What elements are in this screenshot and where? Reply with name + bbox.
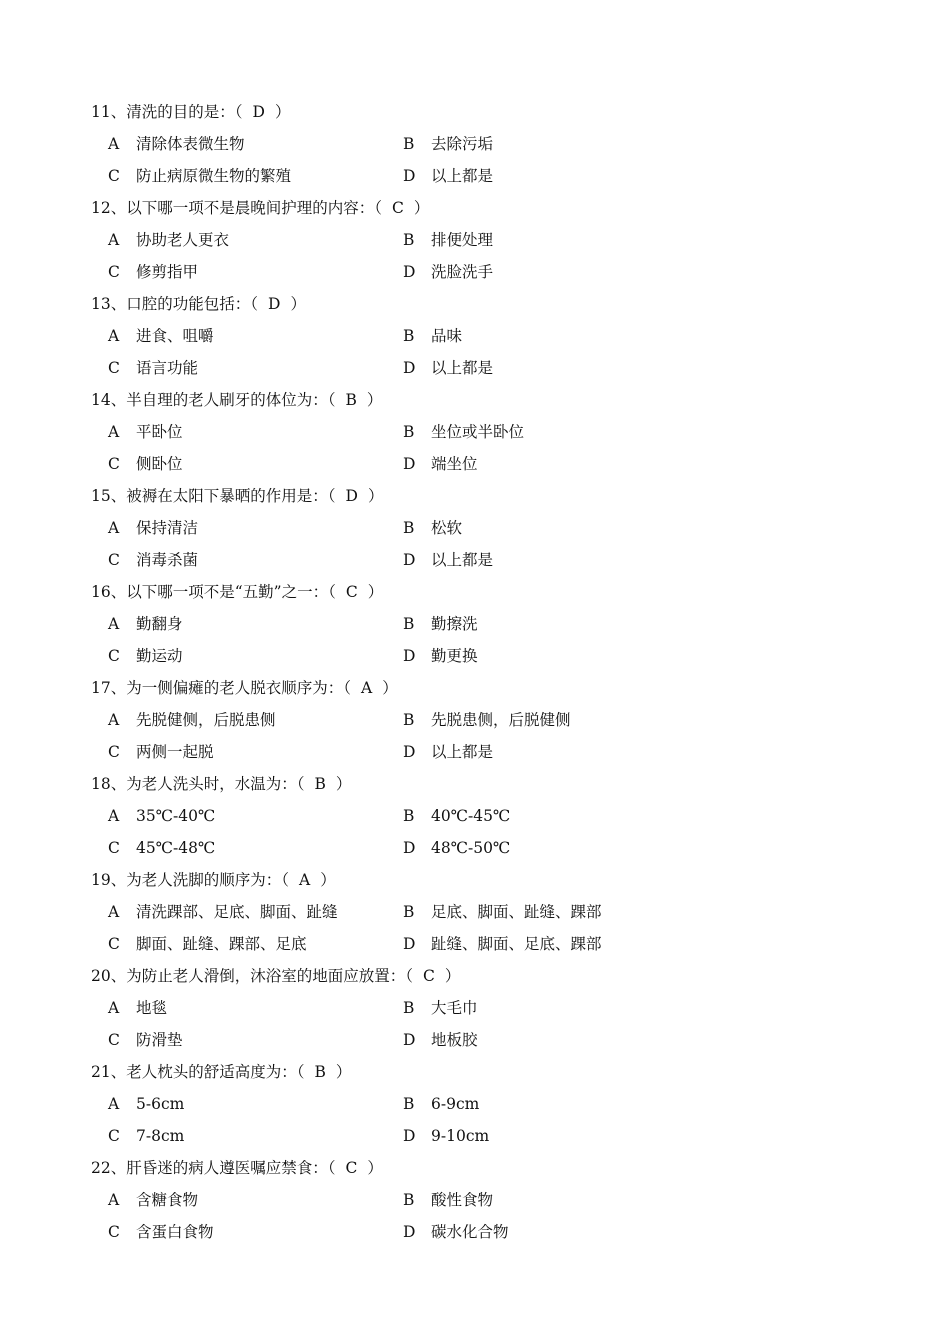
option-letter: D [403, 839, 416, 857]
option-letter: A [108, 711, 120, 729]
question-answer: D [268, 295, 281, 313]
option-letter: A [108, 423, 120, 441]
option-text: 45℃-48℃ [136, 839, 216, 857]
option-item [403, 640, 478, 672]
option-item [403, 256, 493, 288]
option-letter: D [403, 935, 416, 953]
question-number: 17、 [91, 679, 127, 697]
option-row [91, 160, 851, 192]
option-row [91, 736, 851, 768]
question-number: 11、 [91, 103, 127, 121]
option-item [108, 512, 198, 544]
question-item [91, 864, 851, 960]
question-close-paren: ） [335, 775, 352, 793]
option-letter: A [108, 135, 120, 153]
option-text: 以上都是 [431, 167, 494, 185]
option-text: 趾缝、脚面、足底、踝部 [431, 935, 602, 953]
option-letter: C [108, 455, 120, 473]
question-text: 为防止老人滑倒，沐浴室的地面应放置：（ [126, 967, 413, 985]
option-letter: D [403, 167, 416, 185]
option-text: 勤翻身 [136, 615, 183, 633]
option-row [91, 1184, 851, 1216]
question-answer: B [314, 775, 326, 793]
option-letter: C [108, 167, 120, 185]
option-item [108, 160, 291, 192]
option-row [91, 640, 851, 672]
question-text: 以下哪一项不是“五勤”之一：（ [126, 583, 336, 601]
question-answer: C [392, 199, 404, 217]
option-item [403, 320, 462, 352]
option-text: 进食、咀嚼 [136, 327, 214, 345]
question-stem [91, 576, 851, 608]
option-letter: D [403, 263, 416, 281]
option-item [108, 992, 167, 1024]
question-item [91, 768, 851, 864]
question-close-paren: ） [320, 871, 336, 889]
option-letter: A [108, 999, 120, 1017]
question-number: 16、 [91, 583, 127, 601]
option-item [108, 1184, 198, 1216]
option-text: 35℃-40℃ [136, 807, 216, 825]
option-letter: C [108, 359, 120, 377]
option-row [91, 224, 851, 256]
question-number: 20、 [91, 967, 127, 985]
option-row [91, 608, 851, 640]
question-stem [91, 672, 851, 704]
question-text: 清洗的目的是：（ [126, 103, 243, 121]
option-text: 先脱健侧，后脱患侧 [136, 711, 276, 729]
option-item [403, 1120, 489, 1152]
option-row [91, 928, 851, 960]
question-close-paren: ） [444, 967, 461, 985]
question-number: 14、 [91, 391, 127, 409]
option-letter: D [403, 1127, 416, 1145]
option-item [403, 832, 510, 864]
option-item [403, 1088, 479, 1120]
question-answer: B [314, 1063, 326, 1081]
option-text: 语言功能 [136, 359, 199, 377]
option-text: 6-9cm [431, 1095, 480, 1113]
option-letter: A [108, 903, 120, 921]
option-text: 洗脸洗手 [431, 263, 494, 281]
option-item [108, 832, 215, 864]
option-letter: C [108, 551, 120, 569]
option-item [403, 992, 478, 1024]
option-text: 脚面、趾缝、踝部、足底 [136, 935, 307, 953]
option-row [91, 512, 851, 544]
option-letter: A [108, 1095, 120, 1113]
question-stem [91, 864, 851, 896]
option-letter: A [108, 807, 120, 825]
option-item [403, 800, 510, 832]
option-letter: A [108, 519, 120, 537]
question-stem [91, 288, 851, 320]
option-item [403, 928, 602, 960]
option-row [91, 256, 851, 288]
question-number: 18、 [91, 775, 127, 793]
option-text: 平卧位 [136, 423, 183, 441]
option-letter: B [403, 711, 415, 729]
option-item [403, 160, 493, 192]
option-text: 侧卧位 [136, 455, 183, 473]
option-text: 含蛋白食物 [136, 1223, 214, 1241]
option-letter: B [403, 327, 415, 345]
option-item [108, 352, 198, 384]
option-text: 防止病原微生物的繁殖 [136, 167, 292, 185]
option-letter: D [403, 1031, 416, 1049]
question-answer: B [345, 391, 357, 409]
option-text: 40℃-45℃ [431, 807, 511, 825]
option-letter: B [403, 519, 415, 537]
option-letter: B [403, 1191, 415, 1209]
option-item [108, 928, 307, 960]
option-letter: D [403, 551, 416, 569]
option-text: 大毛巾 [431, 999, 478, 1017]
option-row [91, 896, 851, 928]
option-letter: D [403, 647, 416, 665]
question-number: 22、 [91, 1159, 127, 1177]
question-stem [91, 960, 851, 992]
option-letter: C [108, 935, 120, 953]
question-text: 为老人洗头时，水温为：（ [126, 775, 305, 793]
option-text: 含糖食物 [136, 1191, 199, 1209]
option-text: 以上都是 [431, 359, 494, 377]
option-text: 酸性食物 [431, 1191, 494, 1209]
option-item [403, 1024, 478, 1056]
option-letter: B [403, 615, 415, 633]
option-text: 协助老人更衣 [136, 231, 230, 249]
question-list [91, 96, 851, 1248]
question-text: 肝昏迷的病人遵医嘱应禁食：（ [126, 1159, 336, 1177]
option-item [108, 1088, 184, 1120]
option-item [403, 544, 493, 576]
option-letter: C [108, 743, 120, 761]
question-number: 15、 [91, 487, 127, 505]
question-stem [91, 768, 851, 800]
option-text: 地毯 [136, 999, 168, 1017]
option-row [91, 1088, 851, 1120]
option-item [403, 896, 602, 928]
option-text: 修剪指甲 [136, 263, 199, 281]
question-item [91, 480, 851, 576]
option-letter: B [403, 1095, 415, 1113]
option-text: 7-8cm [136, 1127, 185, 1145]
question-stem [91, 96, 851, 128]
option-text: 9-10cm [431, 1127, 490, 1145]
option-text: 碳水化合物 [431, 1223, 509, 1241]
option-item [108, 256, 198, 288]
option-text: 防滑垫 [136, 1031, 183, 1049]
option-item [108, 224, 229, 256]
option-row [91, 416, 851, 448]
option-text: 消毒杀菌 [136, 551, 199, 569]
option-letter: C [108, 1223, 120, 1241]
option-text: 先脱患侧，后脱健侧 [431, 711, 571, 729]
option-text: 勤擦洗 [431, 615, 478, 633]
option-letter: D [403, 359, 416, 377]
option-text: 坐位或半卧位 [431, 423, 525, 441]
option-item [108, 704, 276, 736]
option-letter: C [108, 263, 120, 281]
question-text: 以下哪一项不是晨晚间护理的内容：（ [126, 199, 382, 217]
question-item [91, 192, 851, 288]
option-letter: A [108, 327, 120, 345]
option-letter: D [403, 743, 416, 761]
option-item [108, 544, 198, 576]
question-number: 21、 [91, 1063, 127, 1081]
option-row [91, 544, 851, 576]
option-text: 两侧一起脱 [136, 743, 214, 761]
option-letter: D [403, 455, 416, 473]
option-item [108, 128, 245, 160]
question-text: 为老人洗脚的顺序为：（ [126, 871, 289, 889]
option-row [91, 832, 851, 864]
question-close-paren: ） [367, 583, 384, 601]
question-text: 被褥在太阳下暴晒的作用是：（ [126, 487, 336, 505]
option-item [403, 416, 524, 448]
option-row [91, 992, 851, 1024]
question-stem [91, 1152, 851, 1184]
option-item [108, 736, 214, 768]
option-text: 勤运动 [136, 647, 183, 665]
question-text: 为一侧偏瘫的老人脱衣顺序为：（ [126, 679, 351, 697]
option-text: 排便处理 [431, 231, 494, 249]
option-item [403, 448, 478, 480]
question-item [91, 288, 851, 384]
question-close-paren: ） [335, 1063, 352, 1081]
option-text: 端坐位 [431, 455, 478, 473]
option-item [108, 448, 183, 480]
option-item [403, 1184, 493, 1216]
question-text: 半自理的老人刷牙的体位为：（ [126, 391, 336, 409]
option-letter: A [108, 1191, 120, 1209]
option-text: 以上都是 [431, 743, 494, 761]
option-text: 勤更换 [431, 647, 478, 665]
option-letter: A [108, 231, 120, 249]
option-item [108, 1024, 183, 1056]
option-row [91, 352, 851, 384]
option-item [403, 128, 493, 160]
option-item [403, 224, 493, 256]
option-row [91, 1024, 851, 1056]
question-number: 12、 [91, 199, 127, 217]
option-letter: B [403, 231, 415, 249]
question-close-paren: ） [367, 487, 384, 505]
option-text: 松软 [431, 519, 463, 537]
question-close-paren: ） [367, 1159, 383, 1177]
question-item [91, 1152, 851, 1248]
question-close-paren: ） [366, 391, 383, 409]
option-text: 地板胶 [431, 1031, 478, 1049]
question-answer: C [423, 967, 435, 985]
question-answer: D [252, 103, 265, 121]
option-row [91, 320, 851, 352]
option-letter: C [108, 1127, 120, 1145]
question-text: 口腔的功能包括：（ [126, 295, 258, 313]
option-letter: B [403, 903, 415, 921]
option-text: 以上都是 [431, 551, 494, 569]
question-answer: A [299, 871, 311, 889]
option-item [108, 320, 214, 352]
option-item [403, 352, 493, 384]
option-text: 48℃-50℃ [431, 839, 511, 857]
question-item [91, 960, 851, 1056]
question-item [91, 1056, 851, 1152]
option-item [403, 736, 493, 768]
option-item [108, 416, 183, 448]
option-item [108, 800, 215, 832]
option-letter: B [403, 135, 415, 153]
option-letter: C [108, 839, 120, 857]
question-number: 19、 [91, 871, 127, 889]
question-item [91, 672, 851, 768]
option-item [403, 1216, 509, 1248]
option-text: 5-6cm [136, 1095, 185, 1113]
question-answer: A [361, 679, 373, 697]
question-text: 老人枕头的舒适高度为：（ [126, 1063, 305, 1081]
option-item [108, 896, 338, 928]
option-text: 清除体表微生物 [136, 135, 245, 153]
question-item [91, 384, 851, 480]
option-row [91, 1216, 851, 1248]
question-item [91, 576, 851, 672]
option-text: 足底、脚面、趾缝、踝部 [431, 903, 602, 921]
option-text: 保持清洁 [136, 519, 199, 537]
option-text: 品味 [431, 327, 463, 345]
question-item [91, 96, 851, 192]
option-row [91, 800, 851, 832]
option-text: 去除污垢 [431, 135, 494, 153]
option-row [91, 448, 851, 480]
option-text: 清洗踝部、足底、脚面、趾缝 [136, 903, 338, 921]
option-row [91, 128, 851, 160]
option-item [403, 608, 478, 640]
option-item [108, 640, 183, 672]
question-answer: C [345, 1159, 358, 1177]
option-item [108, 1120, 184, 1152]
option-item [108, 608, 183, 640]
option-letter: C [108, 647, 120, 665]
option-letter: A [108, 615, 120, 633]
question-close-paren: ） [290, 295, 306, 313]
question-close-paren: ） [382, 679, 398, 697]
option-item [108, 1216, 214, 1248]
question-stem [91, 1056, 851, 1088]
question-number: 13、 [91, 295, 127, 313]
option-letter: D [403, 1223, 416, 1241]
option-row [91, 1120, 851, 1152]
option-letter: B [403, 807, 415, 825]
option-letter: B [403, 423, 415, 441]
question-stem [91, 384, 851, 416]
question-stem [91, 192, 851, 224]
question-close-paren: ） [413, 199, 430, 217]
question-stem [91, 480, 851, 512]
option-item [403, 512, 462, 544]
question-answer: D [345, 487, 358, 505]
question-answer: C [345, 583, 358, 601]
option-letter: C [108, 1031, 120, 1049]
question-close-paren: ） [274, 103, 291, 121]
option-item [403, 704, 571, 736]
option-row [91, 704, 851, 736]
option-letter: B [403, 999, 415, 1017]
